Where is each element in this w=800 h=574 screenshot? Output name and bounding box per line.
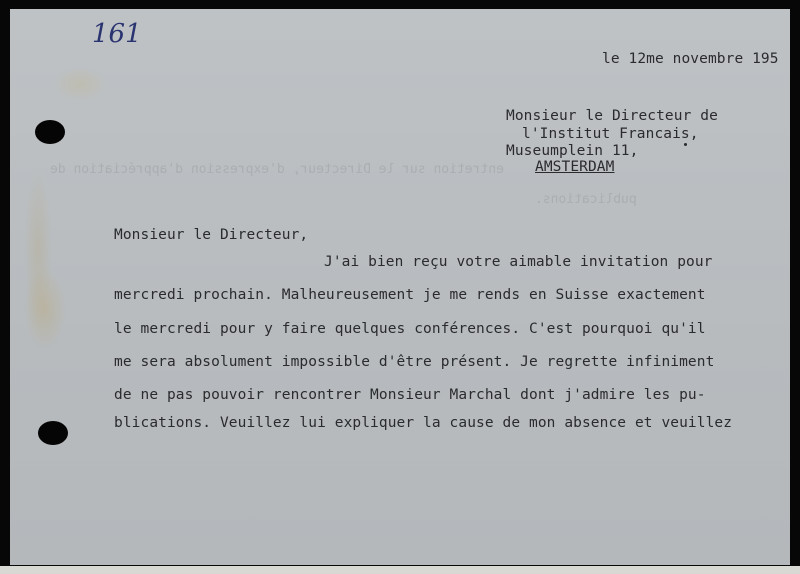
date-line: le 12me novembre 195: [602, 51, 779, 67]
punch-hole-top: [35, 120, 65, 144]
ink-dot: [684, 143, 687, 146]
bleed-through-text-line-2: publications.: [535, 192, 637, 207]
body-line-5: de ne pas pouvoir rencontrer Monsieur Marchal dont j'admire les pu-: [114, 387, 706, 403]
scanner-frame-strip: [0, 566, 800, 574]
address-line-3: Museumplein 11,: [506, 143, 639, 159]
body-line-6: blications. Veuillez lui expliquer la cause de mon absence et veuillez: [114, 415, 733, 431]
punch-hole-bottom: [38, 421, 68, 445]
bleed-through-text-line-1: entretion sur le Directeur, d'expression d'appréciation de: [50, 162, 504, 177]
archive-number: 161: [92, 19, 142, 49]
body-line-3: le mercredi pour y faire quelques conférences. C'est pourquoi qu'il: [114, 321, 706, 337]
body-line-1: J'ai bien reçu votre aimable invitation pour: [324, 254, 713, 270]
letter-page: [10, 9, 790, 565]
body-line-2: mercredi prochain. Malheureusement je me rends en Suisse exactement: [114, 287, 706, 303]
address-line-1: Monsieur le Directeur de: [506, 108, 718, 124]
address-line-2: l'Institut Francais,: [522, 126, 699, 142]
body-line-4: me sera absolument impossible d'être présent. Je regrette infiniment: [114, 354, 715, 370]
address-city: AMSTERDAM: [535, 159, 615, 175]
salutation: Monsieur le Directeur,: [114, 227, 309, 243]
